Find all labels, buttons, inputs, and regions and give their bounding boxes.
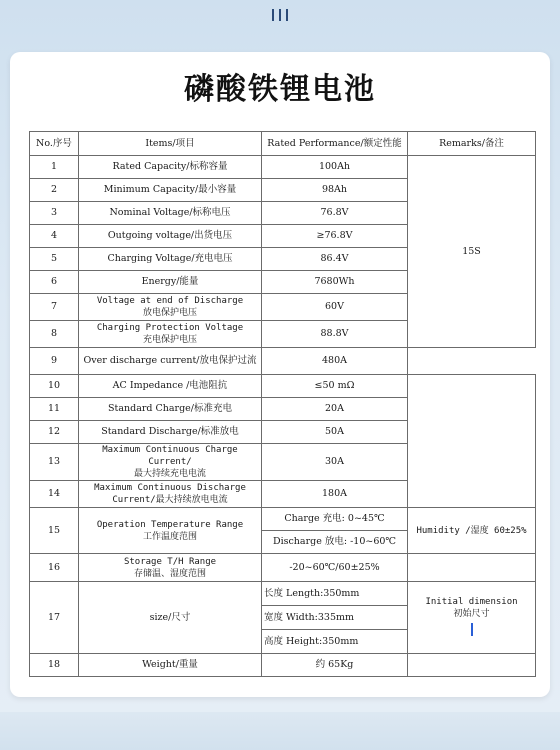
row-item: Standard Discharge/标准放电	[79, 421, 262, 444]
page-title: 磷酸铁锂电池	[184, 72, 376, 107]
remark-initial-cn: 初始尺寸	[453, 608, 490, 619]
row-no: 10	[30, 375, 79, 398]
bottom-band	[0, 712, 560, 750]
row-item-en: Storage T/H Range	[123, 556, 217, 567]
brand-logo-icon	[262, 6, 298, 24]
row-value: 180A	[262, 481, 408, 508]
remark-initial	[408, 582, 536, 654]
row-value: ≤50 mΩ	[262, 375, 408, 398]
row-item	[79, 554, 262, 582]
row-item: AC Impedance /电池阻抗	[79, 375, 262, 398]
table-row	[30, 508, 536, 531]
table-row	[30, 348, 536, 375]
row-no: 9	[30, 348, 79, 375]
row-no: 18	[30, 654, 79, 677]
row-item-cn: 充电保护电压	[142, 335, 197, 345]
remark-empty	[408, 654, 536, 677]
row-value: 88.8V	[262, 321, 408, 348]
row-value-charge: Charge 充电: 0~45℃	[262, 508, 408, 531]
text-cursor-icon	[471, 623, 473, 636]
row-value-height: 高度 Height:350mm	[262, 630, 408, 654]
row-no: 12	[30, 421, 79, 444]
row-item-en: Maximum Continuous Discharge	[94, 483, 246, 493]
row-no: 16	[30, 554, 79, 582]
row-value: 76.8V	[262, 202, 408, 225]
row-no: 17	[30, 582, 79, 654]
row-item	[79, 321, 262, 348]
table-header-row	[30, 132, 536, 156]
remark-empty	[408, 554, 536, 582]
row-no: 4	[30, 225, 79, 248]
row-no: 14	[30, 481, 79, 508]
row-value: 60V	[262, 294, 408, 321]
row-value: ≥76.8V	[262, 225, 408, 248]
row-value: -20~60℃/60±25%	[262, 554, 408, 582]
row-value: 98Ah	[262, 179, 408, 202]
row-item-en: Voltage at end of Discharge	[96, 296, 244, 306]
row-value: 30A	[262, 444, 408, 481]
remark-empty	[408, 375, 536, 508]
header-items: Items/项目	[79, 132, 262, 156]
row-value: 约 65Kg	[262, 654, 408, 677]
remark-initial-en: Initial dimension	[425, 596, 518, 607]
row-item	[79, 481, 262, 508]
row-no: 5	[30, 248, 79, 271]
row-value: 86.4V	[262, 248, 408, 271]
row-no: 8	[30, 321, 79, 348]
header-remarks: Remarks/备注	[408, 132, 536, 156]
row-value: 20A	[262, 398, 408, 421]
row-no: 7	[30, 294, 79, 321]
row-item	[79, 508, 262, 554]
row-value: 100Ah	[262, 156, 408, 179]
row-value: 50A	[262, 421, 408, 444]
table-row	[30, 582, 536, 606]
row-item-cn: 存储温、湿度范围	[133, 568, 206, 579]
row-no: 13	[30, 444, 79, 481]
table-row	[30, 654, 536, 677]
table-row	[30, 156, 536, 179]
spec-table	[29, 131, 536, 677]
row-item	[79, 294, 262, 321]
table-row	[30, 375, 536, 398]
row-item: Charging Voltage/充电电压	[79, 248, 262, 271]
row-item: size/尺寸	[79, 582, 262, 654]
row-value: 480A	[262, 348, 408, 375]
remark-series: 15S	[408, 156, 536, 348]
row-no: 11	[30, 398, 79, 421]
row-item-en: Maximum Continuous Charge Current/	[102, 445, 238, 467]
row-item-cn: 最大持续充电电流	[133, 469, 206, 479]
row-value-length: 长度 Length:350mm	[262, 582, 408, 606]
row-item-cn: 工作温度范围	[142, 531, 197, 542]
row-no: 15	[30, 508, 79, 554]
row-value: 7680Wh	[262, 271, 408, 294]
remark-humidity: Humidity /湿度 60±25%	[408, 508, 536, 554]
row-item: Weight/重量	[79, 654, 262, 677]
row-value-discharge: Discharge 放电: -10~60℃	[262, 531, 408, 554]
row-item-cn: Current/最大持续放电电流	[112, 495, 228, 505]
row-no: 1	[30, 156, 79, 179]
row-item	[79, 444, 262, 481]
row-no: 6	[30, 271, 79, 294]
row-item: Rated Capacity/标称容量	[79, 156, 262, 179]
row-item: Nominal Voltage/标称电压	[79, 202, 262, 225]
row-item: Standard Charge/标准充电	[79, 398, 262, 421]
row-item: Energy/能量	[79, 271, 262, 294]
row-item: Outgoing voltage/出货电压	[79, 225, 262, 248]
header-rated: Rated Performance/额定性能	[262, 132, 408, 156]
row-value-width: 宽度 Width:335mm	[262, 606, 408, 630]
header-no: No.序号	[30, 132, 79, 156]
row-item-en: Charging Protection Voltage	[96, 323, 244, 333]
row-item-cn: 放电保护电压	[142, 308, 197, 318]
spec-card	[10, 52, 550, 697]
table-row	[30, 554, 536, 582]
row-item-en: Operation Temperature Range	[96, 519, 244, 530]
row-item: Over discharge current/放电保护过流	[79, 348, 262, 375]
row-item: Minimum Capacity/最小容量	[79, 179, 262, 202]
row-no: 3	[30, 202, 79, 225]
row-no: 2	[30, 179, 79, 202]
